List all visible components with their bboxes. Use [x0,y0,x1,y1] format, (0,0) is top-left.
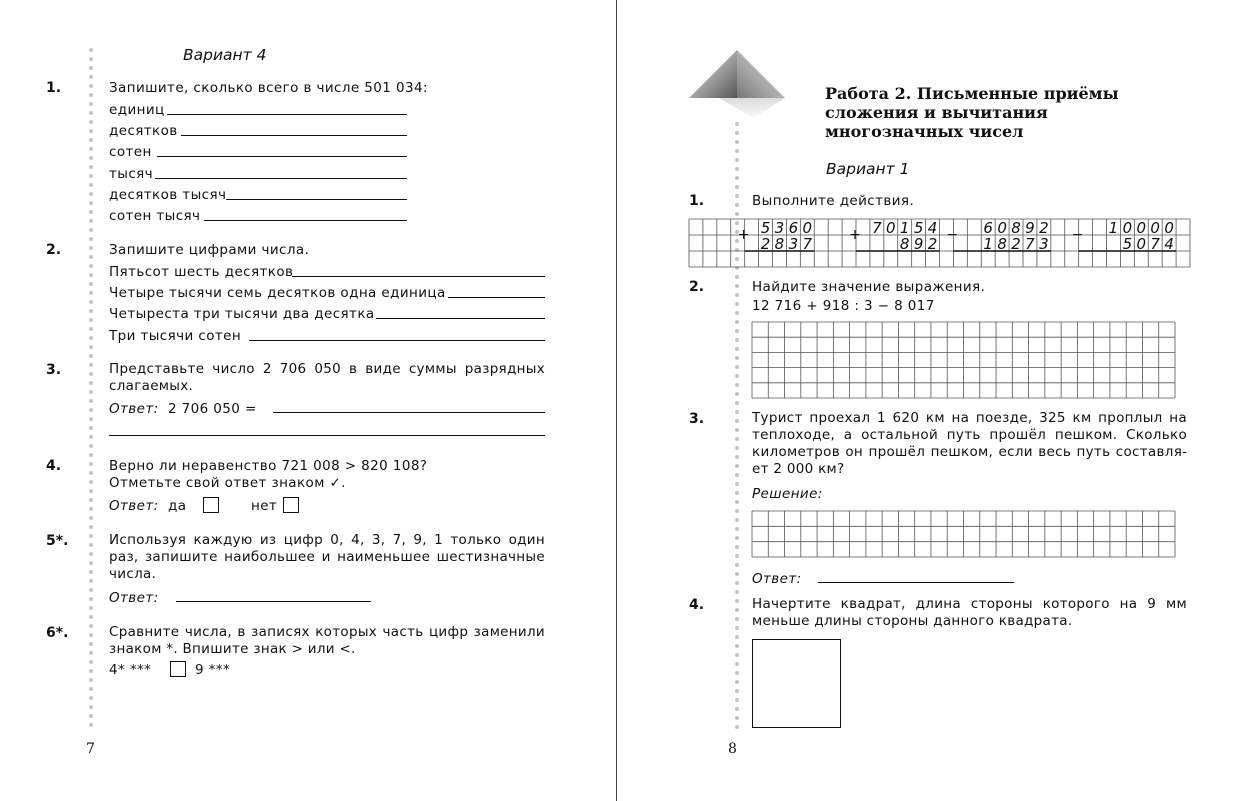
margin-dot [89,138,93,142]
margin-dot [735,698,739,702]
margin-dot [89,579,93,583]
question-text: Верно ли неравенство 721 008 > 820 108? [109,458,428,474]
variant-title: Вариант 4 [183,46,267,64]
digit: 3 [1039,235,1049,253]
row-label: сотен [109,144,152,160]
yes-checkbox[interactable] [203,497,219,513]
margin-dot [89,75,93,79]
margin-dot [735,347,739,351]
page-number: 8 [728,741,737,757]
margin-dot [89,597,93,601]
margin-dot [89,264,93,268]
margin-dot [89,237,93,241]
margin-dot [89,102,93,106]
margin-dot [89,255,93,259]
margin-dot [89,57,93,61]
margin-dot [735,284,739,288]
margin-dot [89,570,93,574]
margin-dot [735,518,739,522]
margin-dot [735,167,739,171]
margin-dot [735,302,739,306]
margin-dot [89,534,93,538]
question-text: Запишите, сколько всего в числе 501 034: [109,80,428,96]
digit: 8 [1011,219,1021,237]
yes-label: да [167,498,187,514]
margin-dot [89,642,93,646]
margin-dot [89,246,93,250]
margin-dot [89,426,93,430]
question-text: Представьте число 2 706 050 в виде суммы разрядных слагаемых. [109,361,545,394]
margin-dot [89,345,93,349]
digit: 1 [1108,219,1119,237]
solution-label: Решение: [752,486,823,502]
margin-dot [89,399,93,403]
margin-dot [735,725,739,729]
margin-dot [89,48,93,52]
margin-dot [735,320,739,324]
margin-dot [735,509,739,513]
answer-line[interactable] [176,601,371,602]
margin-dot [89,210,93,214]
digit: 9 [913,235,924,253]
diamond-logo [689,48,785,120]
answer-label: Ответ: [752,571,802,587]
margin-dot [89,651,93,655]
question-text: Запишите цифрами числа. [109,242,310,258]
margin-dot [89,291,93,295]
margin-dot [735,212,739,216]
margin-dot [735,311,739,315]
solution-grid[interactable] [752,511,1175,557]
margin-dot [89,120,93,124]
digit: 0 [1122,219,1133,237]
margin-dot [89,327,93,331]
margin-dot [735,635,739,639]
question-text: Турист проехал 1 620 км на поезде, 325 км проплыл на теплоходе, а остальной путь прошёл пешком. Сколько километров он прошёл пешком, если весь путь составляет 2 000 км? [752,410,1187,477]
operation-sign: + [849,227,861,243]
margin-dot [89,390,93,394]
digit: 0 [1136,219,1147,237]
row-label: единиц [109,102,165,118]
margin-dot [735,599,739,603]
margin-dot [735,590,739,594]
row-label: десятков [109,123,178,139]
margin-dot [735,563,739,567]
margin-dot [89,147,93,151]
margin-dot [89,615,93,619]
margin-dot [735,662,739,666]
right-page [617,0,1233,801]
digit: 7 [872,219,882,237]
margin-dot [89,561,93,565]
digit: 5 [1122,235,1133,253]
row-label: Четыреста три тысячи два десятка [109,306,375,322]
margin-dot [89,606,93,610]
answer-row [109,498,186,514]
question-text: Сравните числа, в записях которых часть цифр заменили знаком *. Впишите знак > или <. [109,624,545,657]
answer-line[interactable] [249,340,545,341]
answer-line[interactable] [204,220,407,221]
margin-dot [89,336,93,340]
margin-dot [89,723,93,727]
question-number: 3. [689,411,705,427]
margin-dot [735,554,739,558]
answer-line[interactable] [155,178,407,179]
margin-dot [89,480,93,484]
question-number: 2. [689,279,705,295]
question-number: 4. [46,458,62,474]
margin-dot [735,446,739,450]
margin-dot [735,491,739,495]
left-page [0,0,616,801]
answer-line[interactable] [167,114,407,115]
margin-dot [735,275,739,279]
margin-dot [89,471,93,475]
margin-dot [89,489,93,493]
compare-box[interactable] [170,661,186,677]
margin-dot [735,626,739,630]
row-label: Три тысячи сотен [109,328,242,344]
margin-dot [89,462,93,466]
work-grid[interactable] [752,322,1175,398]
question-number: 4. [689,597,705,613]
digit: 1 [983,235,993,253]
answer-label: Ответ: [109,590,159,606]
margin-dot [89,588,93,592]
operation-sign: + [737,227,750,243]
margin-dot [89,516,93,520]
answer-line[interactable] [292,276,545,277]
margin-dot [735,293,739,297]
margin-dot [89,300,93,304]
answer-line[interactable] [226,199,407,200]
margin-dot [735,716,739,720]
no-checkbox[interactable] [283,497,299,513]
answer-label: Ответ: [109,401,159,417]
row-label: десятков тысяч [109,187,227,203]
digit: 1 [899,219,910,237]
digit: 0 [1164,219,1174,237]
margin-dot [735,419,739,423]
answer-line[interactable] [376,318,545,319]
margin-dot [735,356,739,360]
digit: 0 [1136,235,1147,253]
digit: 0 [1150,219,1160,237]
margin-dot [735,707,739,711]
question-number: 6*. [46,625,69,641]
left-expression: 4* *** [109,662,152,678]
question-text: Используя каждую из цифр 0, 4, 3, 7, 9, 1 только один раз, запишите наибольшее и наименьшее шестизначные числа. [109,532,545,582]
margin-dots [89,48,94,732]
answer-line[interactable] [181,135,407,136]
digit: 8 [997,235,1007,253]
no-label: нет [251,498,278,514]
margin-dot [89,552,93,556]
margin-dot [735,455,739,459]
variant-title: Вариант 1 [826,160,910,178]
margin-dot [735,374,739,378]
margin-dot [89,174,93,178]
margin-dot [89,309,93,313]
page-title: Работа 2. Письменные приёмы сложения и вычитания многозначных чисел [825,84,1119,141]
margin-dot [735,545,739,549]
arithmetic-grid[interactable] [689,219,1190,267]
margin-dot [89,219,93,223]
margin-dot [735,410,739,414]
margin-dot [735,644,739,648]
margin-dot [735,617,739,621]
margin-dot [735,527,739,531]
margin-dot [735,581,739,585]
margin-dot [89,381,93,385]
digit: 3 [774,219,785,237]
answer-line[interactable] [818,582,1014,583]
right-expression: 9 *** [195,662,231,678]
digit: 0 [886,219,896,237]
margin-dot [89,417,93,421]
margin-dots [735,122,740,734]
digit: 2 [927,235,938,253]
margin-dot [89,84,93,88]
margin-dot [89,633,93,637]
math-expression: 12 716 + 918 : 3 − 8 017 [752,298,935,314]
margin-dot [735,689,739,693]
margin-dot [89,669,93,673]
margin-dot [89,444,93,448]
question-text: Найдите значение выражения. [752,279,986,295]
digit: 6 [983,219,993,237]
margin-dot [89,687,93,691]
digit: 2 [760,235,771,253]
answer-line[interactable] [448,297,545,298]
margin-dot [89,129,93,133]
question-number: 1. [46,80,62,96]
margin-dot [89,624,93,628]
answer-line[interactable] [273,412,545,413]
margin-dot [735,185,739,189]
margin-dot [735,383,739,387]
margin-dot [735,203,739,207]
margin-dot [735,437,739,441]
question-number: 5*. [46,533,69,549]
answer-expression: 2 706 050 = [167,401,257,417]
answer-row [109,401,257,417]
question-text: Выполните действия. [752,193,915,209]
margin-dot [89,498,93,502]
digit: 4 [927,219,938,237]
margin-dot [735,608,739,612]
digit: 2 [1039,219,1049,237]
margin-dot [89,93,93,97]
operation-sign: − [1071,227,1084,243]
margin-dot [735,122,739,126]
given-square [752,639,841,728]
margin-dot [89,660,93,664]
question-number: 3. [46,362,62,378]
digit: 2 [1011,235,1021,253]
answer-line[interactable] [109,435,545,436]
page-number: 7 [86,741,95,757]
margin-dot [89,165,93,169]
question-text: Начертите квадрат, длина стороны которого на 9 мм меньше длины стороны данного квадрата. [752,596,1187,629]
row-label: тысяч [109,166,154,182]
margin-dot [89,435,93,439]
margin-dot [89,507,93,511]
digit: 4 [1164,235,1174,253]
answer-label: Ответ: [109,498,159,514]
margin-dot [89,363,93,367]
margin-dot [89,282,93,286]
margin-dot [89,714,93,718]
margin-dot [735,176,739,180]
row-label: сотен тысяч [109,208,201,224]
question-number: 2. [46,242,62,258]
margin-dot [735,392,739,396]
margin-dot [89,183,93,187]
margin-dot [89,705,93,709]
digit: 3 [788,235,799,253]
margin-dot [735,131,739,135]
margin-dot [735,158,739,162]
digit: 0 [997,219,1007,237]
margin-dot [735,536,739,540]
margin-dot [89,354,93,358]
margin-dot [735,464,739,468]
digit: 9 [1025,219,1035,237]
digit: 8 [899,235,910,253]
digit: 7 [1150,235,1160,253]
question-number: 1. [689,193,705,209]
row-label: Четыре тысячи семь десятков одна единица [109,285,446,301]
margin-dot [735,653,739,657]
margin-dot [735,680,739,684]
margin-dot [89,66,93,70]
operation-sign: − [946,227,959,243]
margin-dot [89,201,93,205]
margin-dot [89,228,93,232]
margin-dot [89,318,93,322]
margin-dot [735,194,739,198]
margin-dot [89,111,93,115]
digit: 7 [802,235,813,253]
margin-dot [735,482,739,486]
question-text: Отметьте свой ответ знаком ✓. [109,475,346,491]
digit: 6 [788,219,799,237]
margin-dot [89,192,93,196]
margin-dot [735,365,739,369]
margin-dot [89,156,93,160]
margin-dot [735,500,739,504]
row-label: Пятьсот шесть десятков [109,264,294,280]
margin-dot [735,428,739,432]
margin-dot [89,696,93,700]
margin-dot [89,408,93,412]
margin-dot [89,372,93,376]
margin-dot [89,543,93,547]
margin-dot [735,572,739,576]
margin-dot [89,678,93,682]
margin-dot [89,453,93,457]
margin-dot [89,273,93,277]
margin-dot [735,140,739,144]
margin-dot [89,525,93,529]
digit: 0 [802,219,813,237]
margin-dot [735,401,739,405]
digit: 5 [913,219,924,237]
margin-dot [735,473,739,477]
margin-dot [735,338,739,342]
margin-dot [735,671,739,675]
digit: 7 [1025,235,1035,253]
digit: 8 [774,235,785,253]
answer-line[interactable] [157,156,407,157]
margin-dot [735,329,739,333]
digit: 5 [760,219,771,237]
margin-dot [735,149,739,153]
